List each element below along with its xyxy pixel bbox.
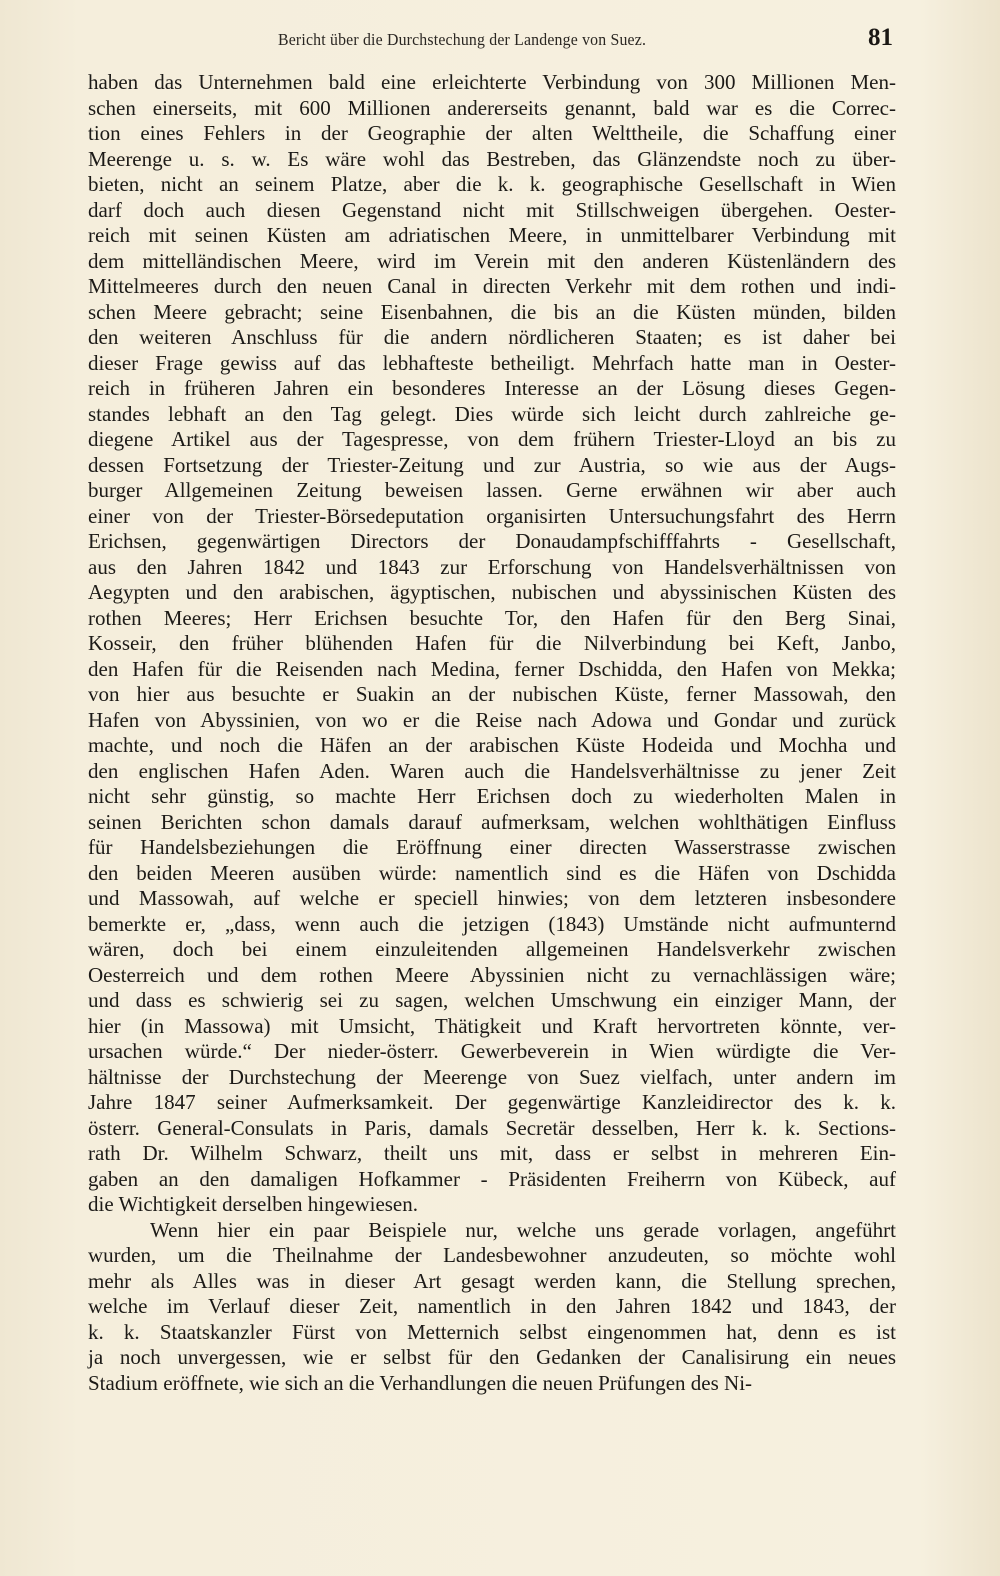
text-line: den englischen Hafen Aden. Waren auch die Handelsverhältnisse zu jener Zeit: [88, 758, 896, 783]
text-line: reich in früheren Jahren ein besonderes Interesse an der Lösung dieses Gegen-: [88, 376, 896, 400]
text-line: den weiteren Anschluss für die andern nördlicheren Staaten; es ist daher bei: [88, 325, 896, 349]
text-line: den beiden Meeren ausüben würde: namentlich sind es die Häfen von Dschidda: [88, 860, 896, 885]
text-line: österr. General-Consulats in Paris, damals Secretär desselben, Herr k. k. Sections-: [88, 1115, 896, 1140]
text-line: standes lebhaft an den Tag gelegt. Dies würde sich leicht durch zahlreiche ge-: [88, 401, 896, 426]
text-line: Aegypten und den arabischen, ägyptischen, nubischen und abyssinischen Küsten des: [88, 580, 896, 604]
text-line: bieten, nicht an seinem Platze, aber die k. k. geographische Gesellschaft in Wien: [88, 172, 896, 196]
text-line: ursachen würde.“ Der nieder-österr. Gewerbeverein in Wien würdigte die Ver-: [88, 1039, 896, 1063]
text-line: rothen Meeres; Herr Erichsen besuchte Tor, den Hafen für den Berg Sinai,: [88, 605, 896, 630]
text-line: burger Allgemeinen Zeitung beweisen lassen. Gerne erwähnen wir aber auch: [88, 478, 896, 502]
text-line: Jahre 1847 seiner Aufmerksamkeit. Der gegenwärtige Kanzleidirector des k. k.: [88, 1090, 896, 1114]
text-line: Mittelmeeres durch den neuen Canal in directen Verkehr mit dem rothen und indi-: [88, 274, 896, 298]
text-line: einer von der Triester-Börsedeputation organisirten Untersuchungsfahrt des Herrn: [88, 503, 896, 528]
text-line: Meerenge u. s. w. Es wäre wohl das Bestreben, das Glänzendste noch zu über-: [88, 146, 896, 171]
text-line: haben das Unternehmen bald eine erleichterte Verbindung von 300 Millionen Men-: [88, 70, 896, 94]
text-line: Erichsen, gegenwärtigen Directors der Donaudampfschifffahrts - Gesellschaft,: [88, 529, 896, 553]
text-line: hier (in Massowa) mit Umsicht, Thätigkeit und Kraft hervortreten könnte, ver-: [88, 1013, 896, 1038]
text-line: für Handelsbeziehungen die Eröffnung einer directen Wasserstrasse zwischen: [88, 835, 896, 859]
text-line: aus den Jahren 1842 und 1843 zur Erforschung von Handelsverhältnissen von: [88, 554, 896, 579]
page-number: 81: [868, 24, 893, 51]
text-line: hältnisse der Durchstechung der Meerenge von Suez vielfach, unter andern im: [88, 1064, 896, 1089]
text-line: welche im Verlauf dieser Zeit, namentlich in den Jahren 1842 und 1843, der: [88, 1294, 896, 1318]
text-line: nicht sehr günstig, so machte Herr Erichsen doch zu wiederholten Malen in: [88, 784, 896, 808]
text-line: k. k. Staatskanzler Fürst von Metternich selbst eingenommen hat, denn es ist: [88, 1319, 896, 1344]
text-line: schen einerseits, mit 600 Millionen andererseits genannt, bald war es die Correc-: [88, 95, 896, 120]
text-line: dem mittelländischen Meere, wird im Verein mit den anderen Küstenländern des: [88, 248, 896, 273]
text-line: Wenn hier ein paar Beispiele nur, welche uns gerade vorlagen, angeführt: [150, 1217, 896, 1242]
text-line: wären, doch bei einem einzuleitenden allgemeinen Handelsverkehr zwischen: [88, 937, 896, 961]
text-line: gaben an den damaligen Hofkammer - Präsidenten Freiherrn von Kübeck, auf: [88, 1166, 896, 1191]
text-line: machte, und noch die Häfen an der arabischen Küste Hodeida und Mochha und: [88, 733, 896, 757]
text-line: darf doch auch diesen Gegenstand nicht mit Stillschweigen übergehen. Oester-: [88, 197, 896, 222]
text-line: ja noch unvergessen, wie er selbst für den Gedanken der Canalisirung ein neues: [88, 1345, 896, 1369]
text-line: bemerkte er, „dass, wenn auch die jetzigen (1843) Umstände nicht aufmunternd: [88, 911, 896, 936]
text-line: die Wichtigkeit derselben hingewiesen.: [88, 1192, 419, 1216]
text-line: den Hafen für die Reisenden nach Medina, ferner Dschidda, den Hafen von Mekka;: [88, 656, 896, 681]
text-line: Oesterreich und dem rothen Meere Abyssinien nicht zu vernachlässigen wäre;: [88, 962, 896, 987]
text-line: dieser Frage gewiss auf das lebhafteste betheiligt. Mehrfach hatte man in Oester-: [88, 350, 896, 375]
text-line: und dass es schwierig sei zu sagen, welchen Umschwung ein einziger Mann, der: [88, 988, 896, 1012]
text-line: seinen Berichten schon damals darauf aufmerksam, welchen wohlthätigen Einfluss: [88, 809, 896, 834]
text-line: von hier aus besuchte er Suakin an der nubischen Küste, ferner Massowah, den: [88, 682, 896, 706]
text-line: und Massowah, auf welche er speciell hinwies; von dem letzteren insbesondere: [88, 886, 896, 910]
text-line: dessen Fortsetzung der Triester-Zeitung und zur Austria, so wie aus der Augs-: [88, 452, 896, 477]
text-line: wurden, um die Theilnahme der Landesbewohner anzudeuten, so möchte wohl: [88, 1243, 896, 1267]
text-line: Hafen von Abyssinien, von wo er die Reise nach Adowa und Gondar und zurück: [88, 707, 896, 732]
text-line: Stadium eröffnete, wie sich an die Verhandlungen die neuen Prüfungen des Ni-: [88, 1370, 753, 1395]
text-line: diegene Artikel aus der Tagespresse, von dem frühern Triester-Lloyd an bis zu: [88, 427, 896, 451]
text-line: tion eines Fehlers in der Geographie der alten Welttheile, die Schaffung einer: [88, 121, 896, 145]
text-line: rath Dr. Wilhelm Schwarz, theilt uns mit, dass er selbst in mehreren Ein-: [88, 1141, 896, 1165]
text-line: reich mit seinen Küsten am adriatischen Meere, in unmittelbarer Verbindung mit: [88, 223, 896, 247]
body-text: [88, 70, 896, 1396]
running-head: Bericht über die Durchstechung der Landenge von Suez.: [278, 30, 647, 49]
text-line: schen Meere gebracht; seine Eisenbahnen, die bis an die Küsten münden, bilden: [88, 299, 896, 324]
text-line: Kosseir, den früher blühenden Hafen für die Nilverbindung bei Keft, Janbo,: [88, 631, 896, 655]
page-header: [88, 24, 893, 58]
text-line: mehr als Alles was in dieser Art gesagt werden kann, die Stellung sprechen,: [88, 1268, 896, 1293]
